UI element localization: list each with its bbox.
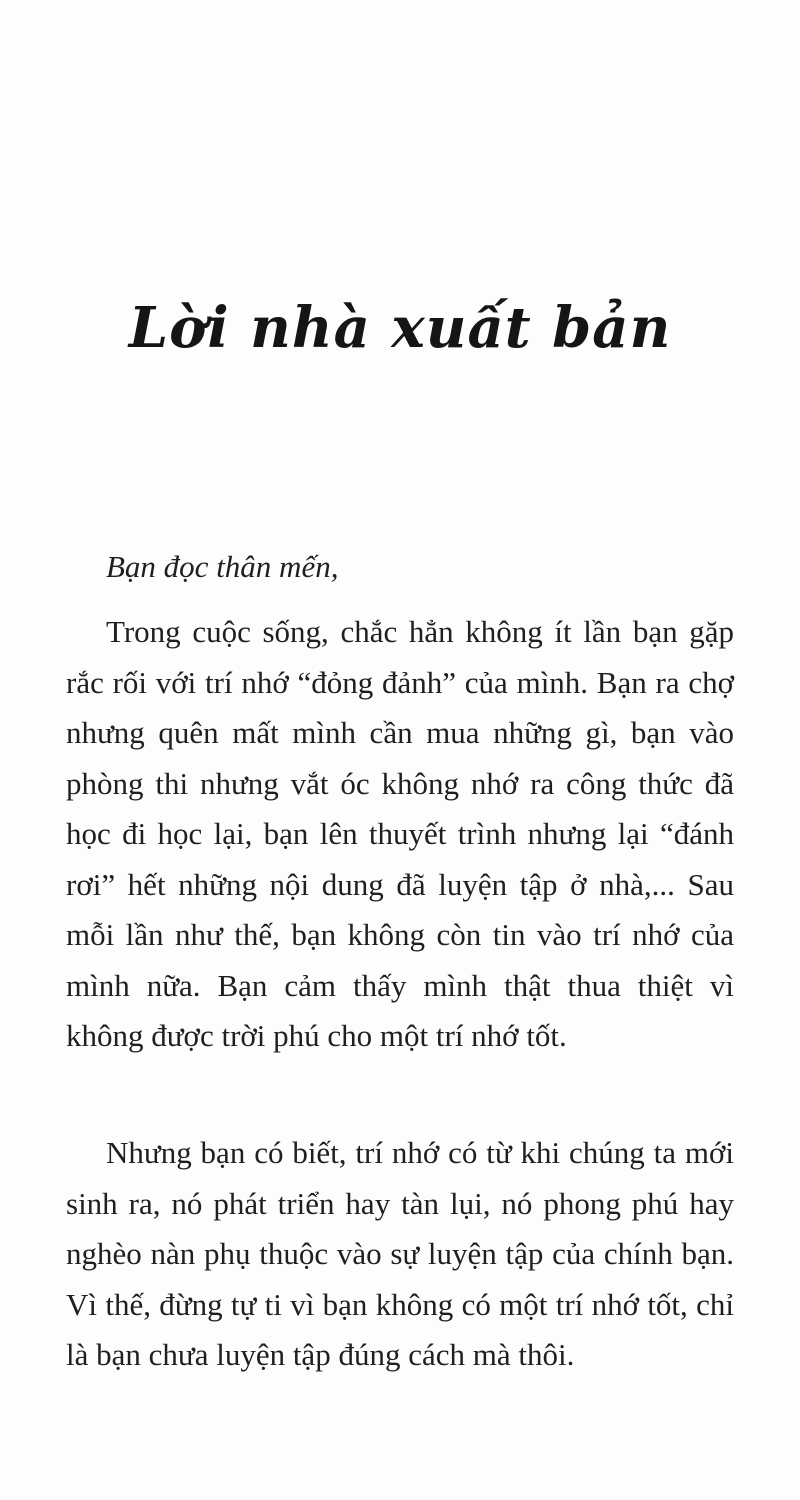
paragraph-2: Nhưng bạn có biết, trí nhớ có từ khi chúng ta mới sinh ra, nó phát triển hay tàn lụi, nó phong phú hay nghèo nàn phụ thuộc vào sự luyện tập của chính bạn. Vì thế, đừng tự ti vì bạn không có một trí nhớ tốt, chỉ là bạn chưa luyện tập đúng cách mà thôi. <box>66 1135 734 1372</box>
salutation: Bạn đọc thân mến, <box>106 549 339 584</box>
paragraph-1: Trong cuộc sống, chắc hẳn không ít lần bạn gặp rắc rối với trí nhớ “đỏng đảnh” của mình. Bạn ra chợ nhưng quên mất mình cần mua những gì, bạn vào phòng thi nhưng vắt óc không nhớ ra công thức đã học đi học lại, bạn lên thuyết trình nhưng lại “đánh rơi” hết những nội dung đã luyện tập ở nhà,... Sau mỗi lần như thế, bạn không còn tin vào trí nhớ của mình nữa. Bạn cảm thấy mình thật thua thiệt vì không được trời phú cho một trí nhớ tốt. <box>66 614 734 1053</box>
page-title: Lời nhà xuất bản <box>128 295 672 361</box>
